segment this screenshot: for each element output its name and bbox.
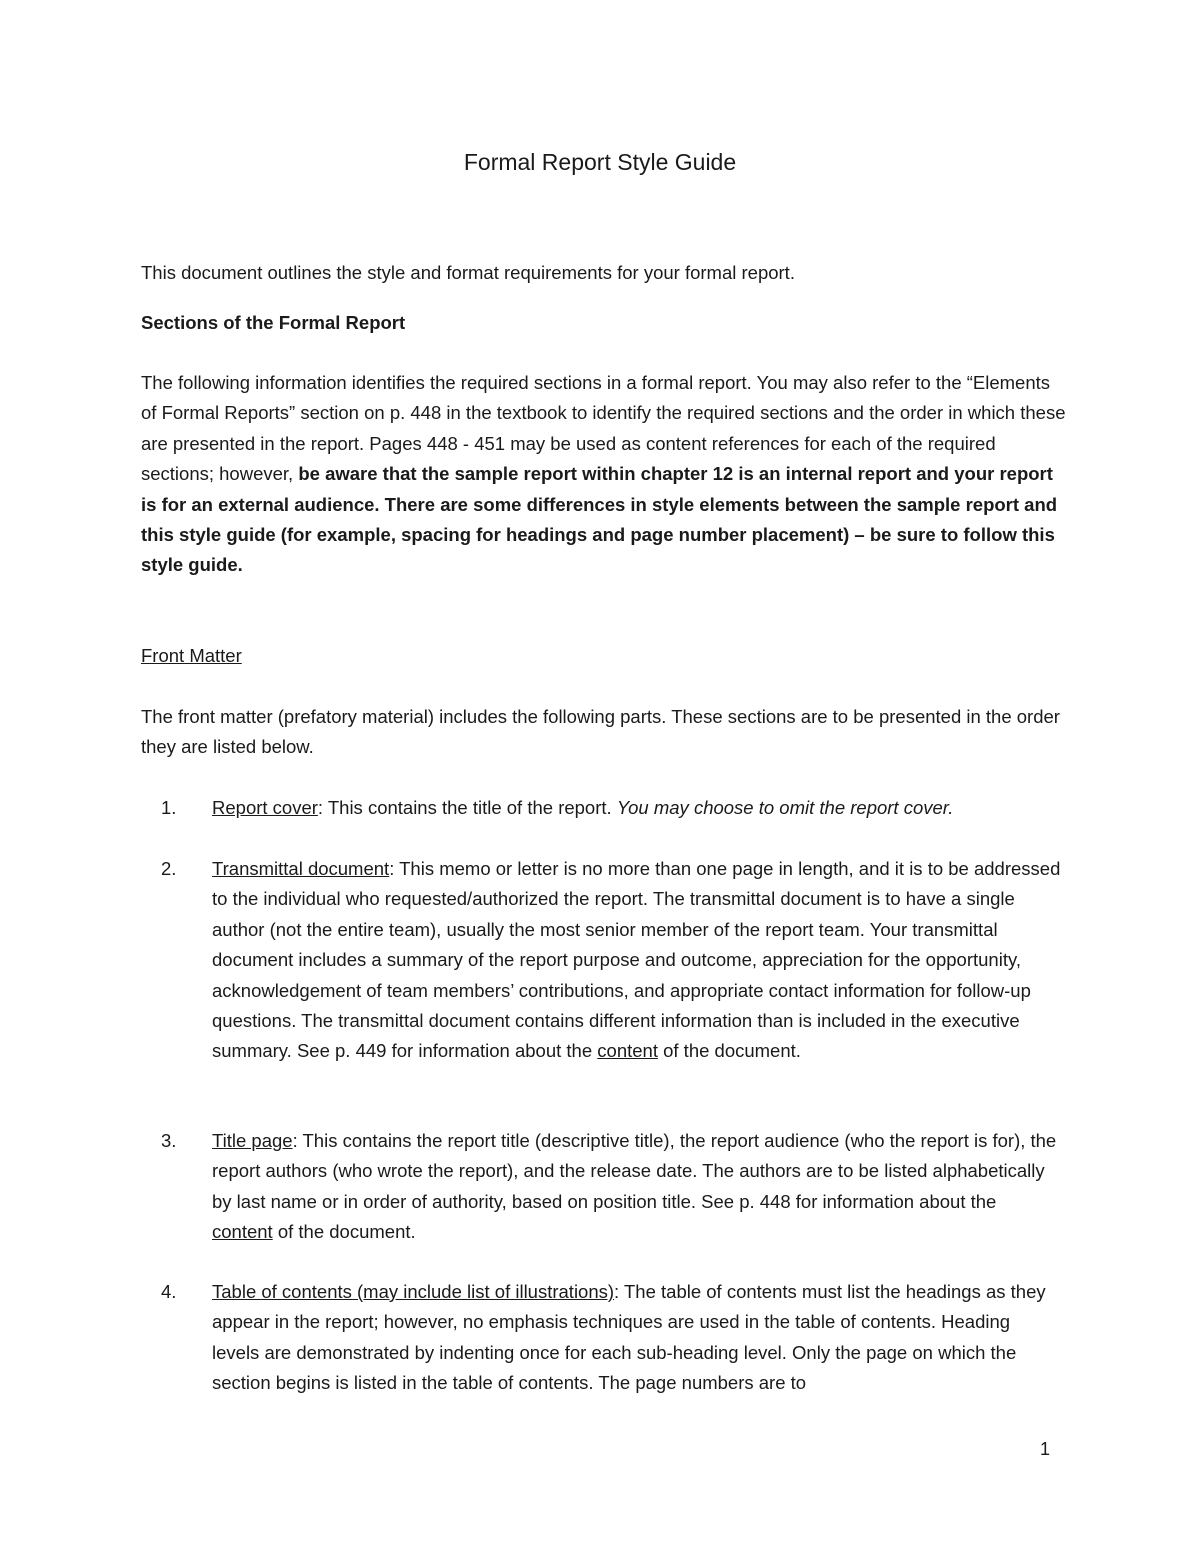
- list-item-text: [212, 1277, 1062, 1399]
- front-matter-heading: Front Matter: [141, 645, 242, 666]
- list-item-label: Title page: [212, 1130, 293, 1151]
- list-item-tail: of the document.: [657, 1040, 801, 1062]
- list-item-description: : This memo or letter is no more than one page in length, and it is to be addressed to the individual who requested/authorized the report. The transmittal document is to have a single author (not the entire team), usually the most senior member of the report team. Your transmittal document includes a summary of the report purpose and outcome, appreciation for the opportunity, acknowledgement of team members’ contributions, and appropriate contact information for follow-up questions. The transmittal document contains different information than is included in the executive summary. See p. 449 for information about the: [212, 858, 1061, 1062]
- list-item-number: 3.: [161, 1130, 177, 1151]
- list-item-label: Report cover: [212, 797, 318, 818]
- list-item-text: [212, 1126, 1062, 1248]
- list-item-number: 4.: [161, 1281, 177, 1302]
- list-item-description: : This contains the report title (descriptive title), the report audience (who the report is for), the report authors (who wrote the report), and the release date. The authors are to be listed alphabetically by last name or in order of authority, based on position title. See p. 448 for information about the: [212, 1130, 1057, 1212]
- sections-paragraph: [141, 368, 1066, 581]
- list-item-text: [212, 793, 1062, 823]
- list-item-underlined-word: content: [597, 1040, 658, 1062]
- list-item-label: Table of contents (may include list of illustrations): [212, 1281, 615, 1302]
- front-matter-paragraph: The front matter (prefatory material) includes the following parts. These sections are to be presented in the order they are listed below.: [141, 706, 1060, 758]
- intro-paragraph: This document outlines the style and format requirements for your formal report.: [141, 262, 795, 283]
- list-item-italic-note: You may choose to omit the report cover.: [616, 797, 954, 818]
- sections-paragraph-text: The following information identifies the required sections in a formal report. You may also refer to the “Elements of Formal Reports” section on p. 448 in the textbook to identify the required sections and the order in which these are presented in the report. Pages 448 - 451 may be used as content references for each of the required sections; however,: [141, 372, 1066, 485]
- list-item-underlined-word: content: [212, 1221, 273, 1243]
- document-title: Formal Report Style Guide: [463, 149, 737, 175]
- list-item-text: [212, 854, 1062, 1067]
- page-number: 1: [1040, 1439, 1051, 1459]
- list-item-number: 2.: [161, 858, 177, 879]
- list-item-description: : This contains the title of the report.: [317, 797, 617, 818]
- list-item-number: 1.: [161, 797, 177, 818]
- list-item-description: : The table of contents must list the headings as they appear in the report; however, no emphasis techniques are used in the table of contents. Heading levels are demonstrated by indenting once for each sub-heading level. Only the page on which the section begins is listed in the table of contents. The page numbers are to: [212, 1281, 1046, 1394]
- list-item-tail: of the document.: [272, 1221, 416, 1243]
- sections-heading: Sections of the Formal Report: [141, 312, 406, 333]
- list-item-label: Transmittal document: [212, 858, 390, 879]
- sections-paragraph-bold-text: be aware that the sample report within chapter 12 is an internal report and your report is for an external audience. There are some differences in style elements between the sample report and this style guide (for example, spacing for headings and page number placement) – be sure to follow this style guide.: [141, 463, 1058, 576]
